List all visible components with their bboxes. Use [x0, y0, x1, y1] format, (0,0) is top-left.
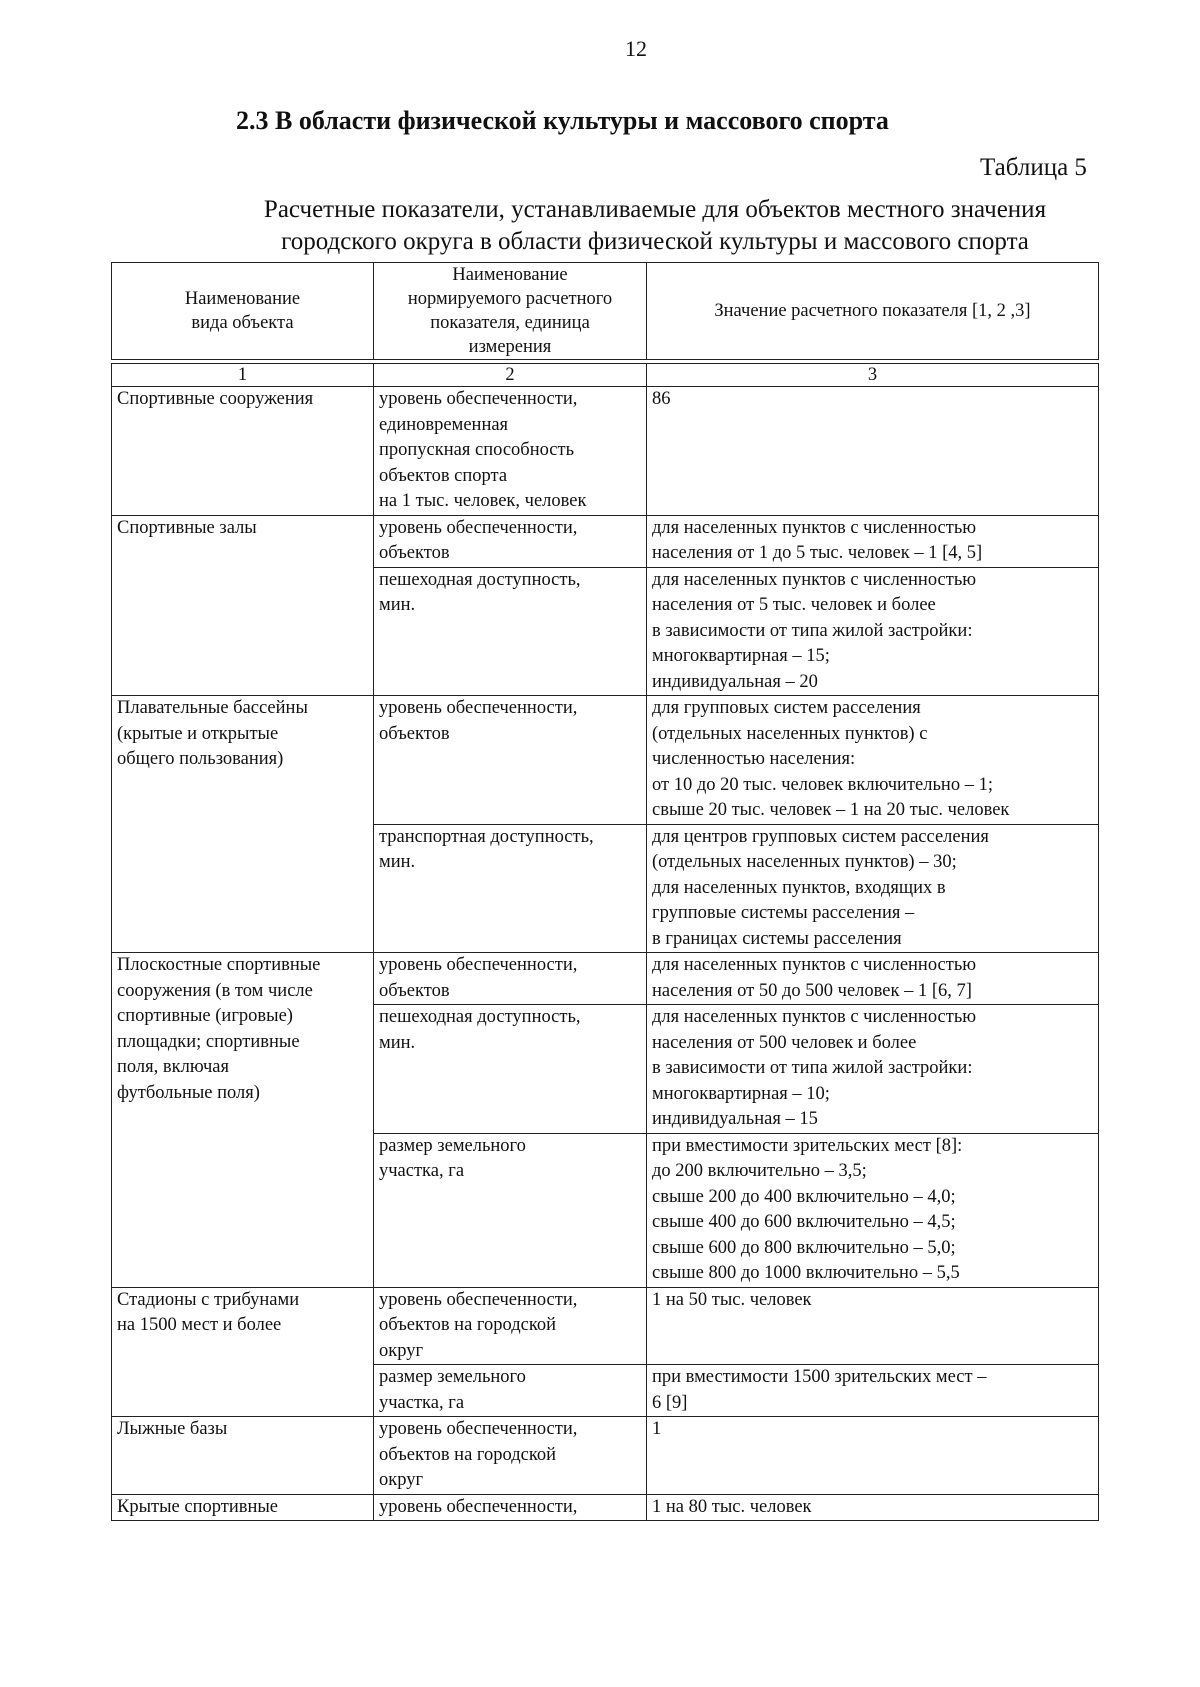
indicator-value-cell: при вместимости зрительских мест [8]: до 200 включительно – 3,5; свыше 200 до 400 включительно – 4,0; свыше 400 до 600 включительно – 4,5; свыше 600 до 800 включительно – 5,0; свыше 800 до 1000 включительно – 5,5	[647, 1133, 1099, 1287]
indicator-name-cell: размер земельного участка, га	[374, 1365, 647, 1417]
indicator-name-cell: уровень обеспеченности, объектов	[374, 515, 647, 567]
indicator-value-cell: для населенных пунктов с численностью населения от 5 тыс. человек и более в зависимости от типа жилой застройки: многоквартирная – 15; индивидуальная – 20	[647, 567, 1099, 696]
indicator-name-cell: пешеходная доступность, мин.	[374, 1005, 647, 1134]
indicator-value-cell: 1 на 80 тыс. человек	[647, 1494, 1099, 1521]
indicator-name-cell: уровень обеспеченности, единовременная пропускная способность объектов спорта на 1 тыс. человек, человек	[374, 387, 647, 516]
indicator-name-cell: уровень обеспеченности, объектов на городской округ	[374, 1287, 647, 1365]
table-row	[112, 696, 1099, 825]
column-number: 2	[374, 364, 647, 387]
indicator-name-cell: транспортная доступность, мин.	[374, 824, 647, 953]
object-type-cell: Стадионы с трибунами на 1500 мест и более	[112, 1287, 374, 1417]
header-object-type: Наименование вида объекта	[112, 263, 374, 360]
table-row	[112, 953, 1099, 1005]
indicator-name-cell: уровень обеспеченности,	[374, 1494, 647, 1521]
indicator-value-cell: для населенных пунктов с численностью населения от 50 до 500 человек – 1 [6, 7]	[647, 953, 1099, 1005]
indicator-value-cell: для групповых систем расселения (отдельных населенных пунктов) с численностью населения: от 10 до 20 тыс. человек включительно – 1; свыше 20 тыс. человек – 1 на 20 тыс. человек	[647, 696, 1099, 825]
indicator-value-cell: 1 на 50 тыс. человек	[647, 1287, 1099, 1365]
object-type-cell: Спортивные сооружения	[112, 387, 374, 516]
table-row	[112, 1494, 1099, 1521]
table-row	[112, 387, 1099, 516]
header-indicator-name: Наименование нормируемого расчетного показателя, единица измерения	[374, 263, 647, 360]
indicator-value-cell: для населенных пунктов с численностью населения от 500 человек и более в зависимости от типа жилой застройки: многоквартирная – 10; индивидуальная – 15	[647, 1005, 1099, 1134]
table-row	[112, 1417, 1099, 1495]
table-row	[112, 515, 1099, 567]
norms-table	[111, 262, 1099, 1521]
indicator-name-cell: уровень обеспеченности, объектов	[374, 696, 647, 825]
indicator-value-cell: 1	[647, 1417, 1099, 1495]
section-title: 2.3 В области физической культуры и массового спорта	[236, 106, 889, 135]
indicator-value-cell: для населенных пунктов с численностью населения от 1 до 5 тыс. человек – 1 [4, 5]	[647, 515, 1099, 567]
page-number: 12	[625, 36, 647, 61]
object-type-cell: Плавательные бассейны (крытые и открытые общего пользования)	[112, 696, 374, 953]
indicator-name-cell: размер земельного участка, га	[374, 1133, 647, 1287]
object-type-cell: Лыжные базы	[112, 1417, 374, 1495]
table-row	[112, 1287, 1099, 1365]
table-caption: Расчетные показатели, устанавливаемые для объектов местного значения городского округа в области физической культуры и массового спорта	[263, 196, 1047, 255]
table-header-row	[112, 263, 1099, 360]
header-indicator-value: Значение расчетного показателя [1, 2 ,3]	[647, 263, 1099, 360]
indicator-name-cell: уровень обеспеченности, объектов	[374, 953, 647, 1005]
indicator-value-cell: при вместимости 1500 зрительских мест – 6 [9]	[647, 1365, 1099, 1417]
object-type-cell: Плоскостные спортивные сооружения (в том числе спортивные (игровые) площадки; спортивные поля, включая футбольные поля)	[112, 953, 374, 1288]
indicator-name-cell: пешеходная доступность, мин.	[374, 567, 647, 696]
table-label: Таблица 5	[980, 154, 1087, 181]
column-number: 1	[112, 364, 374, 387]
object-type-cell: Крытые спортивные	[112, 1494, 374, 1521]
column-number: 3	[647, 364, 1099, 387]
indicator-value-cell: для центров групповых систем расселения (отдельных населенных пунктов) – 30; для населенных пунктов, входящих в групповые системы расселения – в границах системы расселения	[647, 824, 1099, 953]
indicator-value-cell: 86	[647, 387, 1099, 516]
object-type-cell: Спортивные залы	[112, 515, 374, 696]
indicator-name-cell: уровень обеспеченности, объектов на городской округ	[374, 1417, 647, 1495]
column-number-row	[112, 364, 1099, 387]
